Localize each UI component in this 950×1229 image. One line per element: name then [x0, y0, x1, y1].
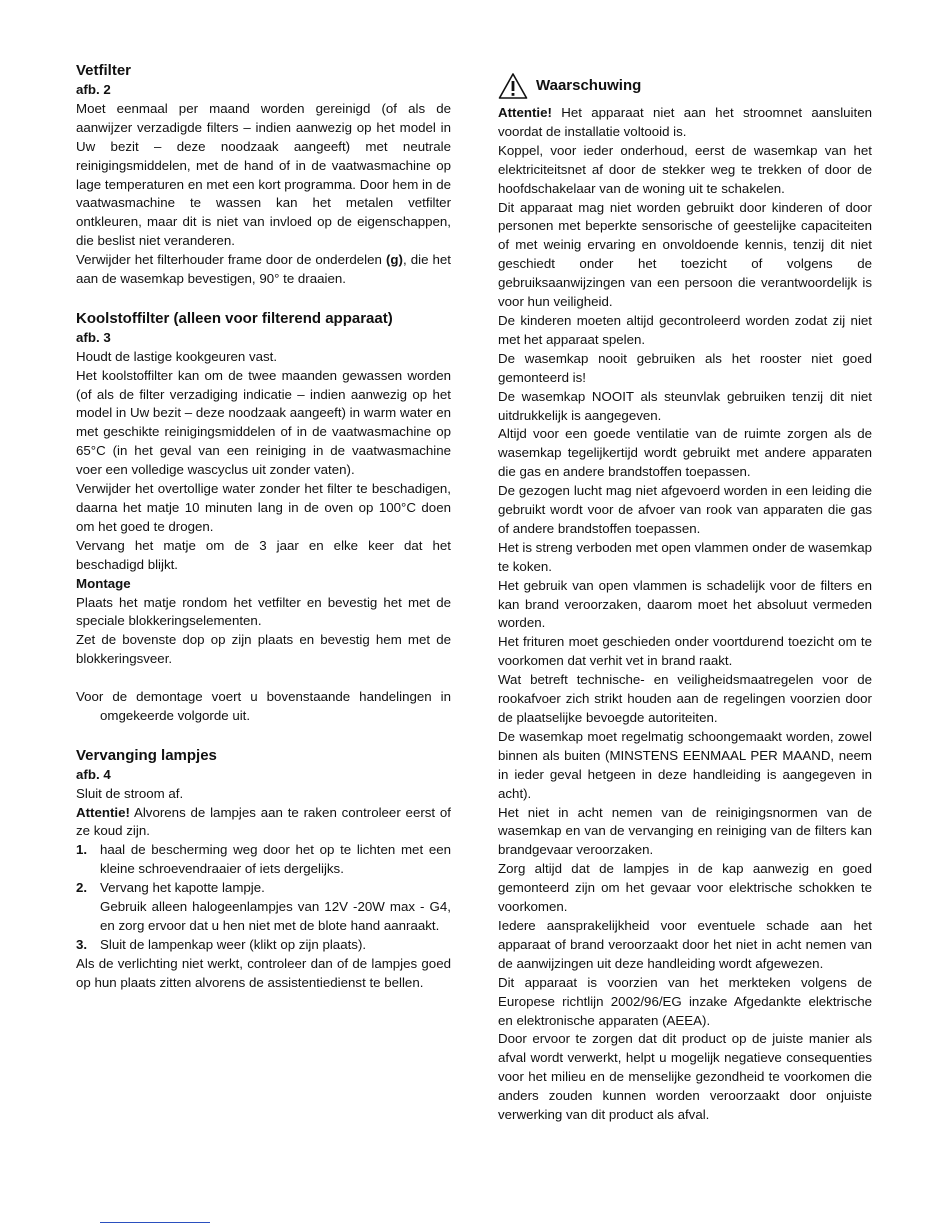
paragraph: Het is streng verboden met open vlammen onder de wasemkap te koken. — [498, 539, 872, 574]
section-title-vetfilter: Vetfilter — [76, 62, 132, 79]
paragraph: Iedere aansprakelijkheid voor eventuele schade aan het apparaat of brand veroorzaakt door het niet in acht nemen van de aanwijzingen uit deze handleiding wordt afgewezen. — [498, 917, 872, 971]
paragraph: Verwijder het overtollige water zonder het filter te beschadigen, daarna het matje 10 minuten lang in de oven op 100°C doen om het goed te drogen. — [76, 481, 451, 534]
paragraph: Het frituren moet geschieden onder voortdurend toezicht om te voorkomen dat verhit vet in brand raakt. — [498, 634, 872, 669]
paragraph: Moet eenmaal per maand worden gereinigd (of als de aanwijzer verzadigde filters – indien aanwezig op het model in Uw bezit – deze noodzaak aangeeft) met neutrale reinigingsmiddelen, met de hand of in de vaatwasmachine op lage temperaturen en met een kort programma. Door hem in de vaatwasmachine te wassen kan het metalen vetfilter ontkleuren, maar dit is niet van invloed op de eigenschappen, die beslist niet veranderen. — [76, 100, 451, 249]
figure-ref: afb. 2 — [76, 82, 111, 97]
paragraph: Het niet in acht nemen van de reinigingsnormen van de wasemkap en van de vervanging en reiniging van de filters kan brandgevaar veroorzaken. — [498, 804, 872, 858]
left-column — [76, 60, 451, 993]
warning-title: Waarschuwing — [536, 76, 642, 94]
paragraph: De kinderen moeten altijd gecontroleerd worden zodat zij niet met het apparaat spelen. — [498, 312, 872, 347]
section-title-koolstoffilter: Koolstoffilter (alleen voor filterend apparaat) — [76, 309, 393, 327]
paragraph: De wasemkap NOOIT als steunvlak gebruiken tenzij dit niet uitdrukkelijk is aangegeven. — [498, 388, 872, 423]
paragraph: Wat betreft technische- en veiligheidsmaatregelen voor de rookafvoer zich strikt houden aan de regelingen voorzien door de plaatselijke bevoegde autoriteiten. — [498, 672, 872, 725]
paragraph: Plaats het matje rondom het vetfilter en bevestig het met de speciale blokkeringselementen. — [76, 594, 451, 629]
paragraph: Het gebruik van open vlammen is schadelijk voor de filters en kan brand veroorzaken, daarom moet het absoluut vermeden worden. — [498, 577, 872, 631]
paragraph: Vervang het matje om de 3 jaar en elke keer dat het beschadigd blijkt. — [76, 537, 451, 572]
paragraph: Zet de bovenste dop op zijn plaats en bevestig hem met de blokkeringsveer. — [76, 632, 451, 667]
right-column — [498, 62, 872, 1125]
list-item: 1. haal de bescherming weg door het op te lichten met een kleine schroevendraaier of iets dergelijks. — [76, 842, 451, 877]
attention-paragraph: Attentie! Alvorens de lampjes aan te raken controleer eerst of ze koud zijn. — [76, 804, 451, 839]
paragraph: Als de verlichting niet werkt, controleer dan of de lampjes goed op hun plaats zitten alvorens de assistentiedienst te bellen. — [76, 955, 451, 990]
attention-paragraph: Attentie! Het apparaat niet aan het stroomnet aansluiten voordat de installatie voltooid is. — [498, 105, 872, 139]
warning-header — [498, 68, 872, 104]
paragraph: De wasemkap nooit gebruiken als het rooster niet goed gemonteerd is! — [498, 350, 872, 385]
paragraph: Door ervoor te zorgen dat dit product op de juiste manier als afval wordt verwerkt, helpt u mogelijk negatieve consequenties voor het milieu en de menselijke gezondheid te voorkomen die anders zouden kunnen worden veroorzaakt door onjuiste verwerking van dit product als afval. — [498, 1031, 872, 1123]
paragraph: Dit apparaat is voorzien van het merkteken volgens de Europese richtlijn 2002/96/EG inzake Afgedankte elektrische en elektronische apparaten (AEEA). — [498, 974, 872, 1028]
paragraph: Zorg altijd dat de lampjes in de kap aanwezig en goed gemonteerd zijn om het gevaar voor elektrische schokken te voorkomen. — [498, 861, 872, 915]
paragraph: Altijd voor een goede ventilatie van de ruimte zorgen als de wasemkap tegelijkertijd wordt gebruikt met andere apparaten die gas en andere brandstoffen toepassen. — [498, 426, 872, 480]
paragraph: Het koolstoffilter kan om de twee maanden gewassen worden (of als de filter verzadiging indicatie – indien aanwezig op het model in Uw bezit – deze noodzaak aangeeft) in warm water en met geschikte reinigingsmiddelen of in de vaatwasmachine op 65°C (in het geval van een reiniging in de vaatwasmachine voer een volledige wascyclus uit zonder vaten). — [76, 367, 451, 478]
subsection-title-montage: Montage — [76, 575, 131, 591]
section-title-lampjes: Vervanging lampjes — [76, 746, 217, 764]
paragraph: De wasemkap moet regelmatig schoongemaakt worden, zowel binnen als buiten (MINSTENS EENMAAL PER MAAND, neem in ieder geval hetgeen in deze handleiding is aangegeven in acht). — [498, 728, 872, 801]
figure-ref: afb. 3 — [76, 329, 111, 345]
paragraph: Verwijder het filterhouder frame door de onderdelen (g), die het aan de wasemkap bevestigen, 90° te draaien. — [76, 252, 451, 287]
list-item: 2. Vervang het kapotte lampje. Gebruik alleen halogeenlampjes van 12V -20W max - G4, en zorg ervoor dat u hen niet met de blote hand aanraakt. — [76, 880, 451, 934]
steps-list — [76, 841, 451, 954]
paragraph: Sluit de stroom af. — [76, 785, 184, 801]
paragraph: Koppel, voor ieder onderhoud, eerst de wasemkap van het elektriciteitsnet af door de stekker weg te trekken of door de hoofdschakelaar van de woning uit te schakelen. — [498, 142, 872, 196]
list-item: 3. Sluit de lampenkap weer (klikt op zijn plaats). — [76, 936, 367, 952]
paragraph: Dit apparaat mag niet worden gebruikt door kinderen of door personen met beperkte sensorische of geestelijke capaciteiten of met weinig ervaring en onvoldoende kennis, tenzij dit niet geschiedt onder het toezicht of volgens de gebruiksaanwijzingen van een persoon die verantwoordelijk is voor hun veiligheid. — [498, 199, 872, 310]
footnote-divider — [100, 1222, 210, 1223]
warning-triangle-icon — [498, 72, 528, 100]
paragraph: De gezogen lucht mag niet afgevoerd worden in een leiding die gebruikt wordt voor de afvoer van rook van apparaten die gas of andere brandstoffen toepassen. — [498, 483, 872, 536]
paragraph: Houdt de lastige kookgeuren vast. — [76, 348, 278, 364]
figure-ref: afb. 4 — [76, 766, 111, 782]
paragraph: Voor de demontage voert u bovenstaande handelingen in omgekeerde volgorde uit. — [76, 689, 451, 723]
